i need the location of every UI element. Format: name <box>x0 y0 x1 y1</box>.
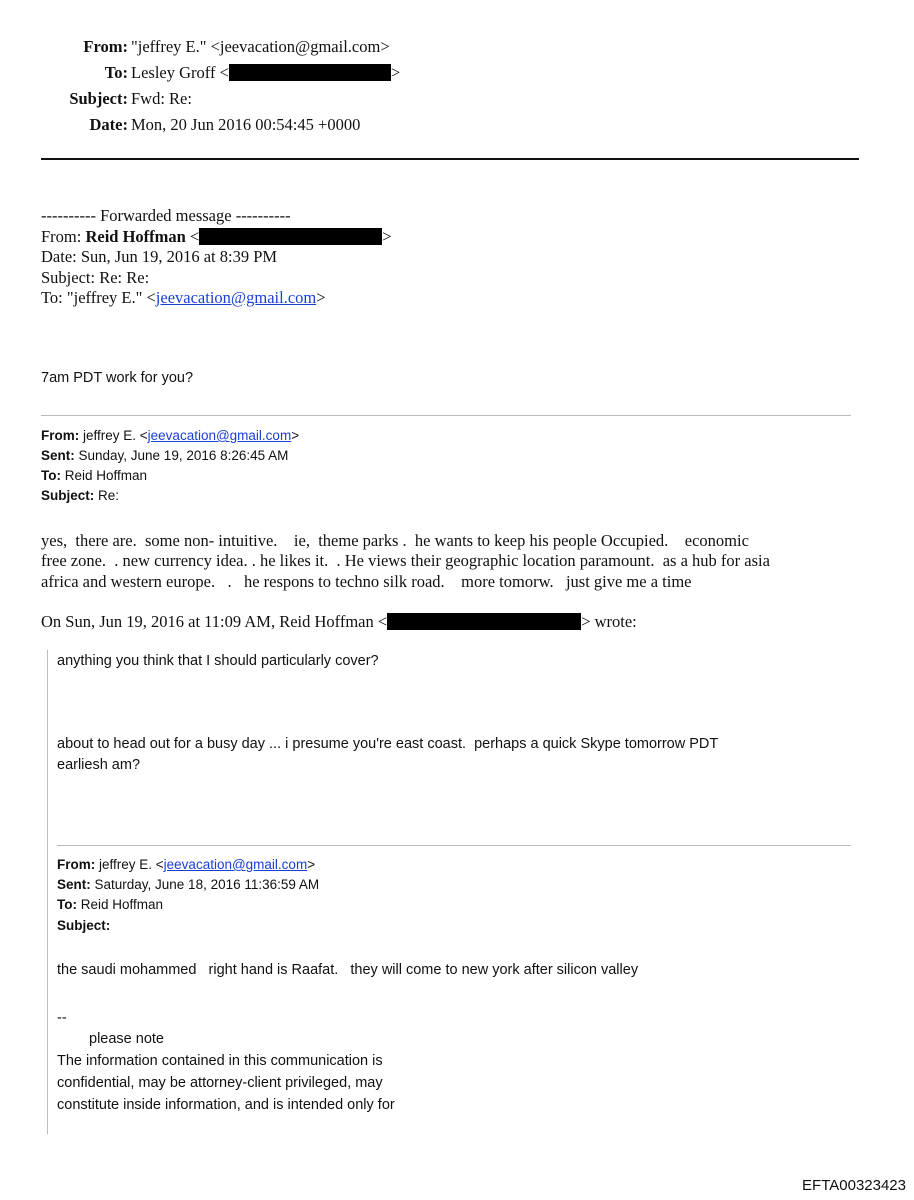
header-subject-label: Subject: <box>69 89 128 108</box>
forwarded-from-name: Reid Hoffman <box>85 227 186 246</box>
quoted1-to-label: To: <box>41 468 61 483</box>
wrote-suffix: > wrote: <box>581 612 637 631</box>
header-to-row <box>0 63 128 83</box>
signature-line: constitute inside information, and is intended only for <box>57 1097 395 1113</box>
header-from-label: From: <box>83 37 128 56</box>
quoted2-line: earliesh am? <box>57 757 141 773</box>
quoted1-sent-label: Sent: <box>41 448 75 463</box>
quoted1-body-line: africa and western europe. . he respons to techno silk road. more tomorw. just give me a time <box>41 572 692 591</box>
header-from-value: "jeffrey E." <jeevacation@gmail.com> <box>131 37 390 56</box>
quoted3-from-name: jeffrey E. < <box>95 857 164 872</box>
header-subject-value: Fwd: Re: <box>131 89 192 108</box>
forwarded-to-prefix: To: "jeffrey E." < <box>41 288 156 307</box>
quoted1-wrote-line <box>41 612 637 632</box>
quoted3-from-close: > <box>307 857 316 872</box>
signature-dash: -- <box>57 1010 67 1026</box>
quoted3-from-label: From: <box>57 857 96 872</box>
reply-body: 7am PDT work for you? <box>41 370 194 386</box>
quoted2-line: about to head out for a busy day ... i presume you're east coast. perhaps a quick Skype tomorrow PDT <box>57 736 719 752</box>
signature-note: please note <box>89 1031 164 1047</box>
forwarded-date: Date: Sun, Jun 19, 2016 at 8:39 PM <box>41 247 278 266</box>
quoted1-sent-value: Sunday, June 19, 2016 8:26:45 AM <box>74 448 289 463</box>
quoted3-from <box>57 857 315 872</box>
forwarded-from <box>41 227 392 247</box>
header-divider <box>41 158 859 160</box>
quoted1-body-line: free zone. . new currency idea. . he likes it. . He views their geographic location paramount. as a hub for asia <box>41 551 770 570</box>
header-from-row <box>0 37 128 57</box>
forwarded-banner: ---------- Forwarded message ---------- <box>41 206 291 225</box>
quoted1-from-close: > <box>291 428 300 443</box>
header-to-name: Lesley Groff < <box>131 63 229 82</box>
quoted1-to-value: Reid Hoffman <box>61 468 148 483</box>
quoted1-from-label: From: <box>41 428 80 443</box>
quoted3-to-label: To: <box>57 897 77 912</box>
quoted1-from-name: jeffrey E. < <box>79 428 148 443</box>
quoted3-subject <box>57 918 110 933</box>
quoted3-sent-label: Sent: <box>57 877 91 892</box>
forwarded-from-label: From: <box>41 227 86 246</box>
quoted3-sent <box>57 877 319 892</box>
header-to-label: To: <box>104 63 128 82</box>
forwarded-from-open: < <box>185 227 200 246</box>
quote-bar <box>47 650 48 1134</box>
quote-divider-2 <box>57 845 851 846</box>
quoted1-subject-label: Subject: <box>41 488 95 503</box>
header-subject-row <box>0 89 128 109</box>
quoted1-sent <box>41 448 288 463</box>
quoted3-email-link[interactable]: jeevacation@gmail.com <box>163 857 308 872</box>
redaction-bar <box>387 613 581 630</box>
redaction-bar <box>199 228 382 245</box>
quoted3-to <box>57 897 163 912</box>
forwarded-to <box>41 288 326 308</box>
quoted1-email-link[interactable]: jeevacation@gmail.com <box>147 428 292 443</box>
header-to-close: > <box>390 63 401 82</box>
forwarded-subject: Subject: Re: Re: <box>41 268 150 287</box>
wrote-prefix: On Sun, Jun 19, 2016 at 11:09 AM, Reid Hoffman < <box>41 612 388 631</box>
signature-line: confidential, may be attorney-client privileged, may <box>57 1075 383 1091</box>
header-date-label: Date: <box>89 115 128 134</box>
quoted1-subject <box>41 488 119 503</box>
forwarded-to-email-link[interactable]: jeevacation@gmail.com <box>155 288 317 307</box>
quoted1-body-line: yes, there are. some non- intuitive. ie, theme parks . he wants to keep his people Occupied. economic <box>41 531 749 550</box>
header-to-value <box>131 63 400 83</box>
quoted3-to-value: Reid Hoffman <box>77 897 164 912</box>
signature-line: The information contained in this communication is <box>57 1053 383 1069</box>
quoted3-subject-label: Subject: <box>57 918 111 933</box>
quote-divider-1 <box>41 415 851 416</box>
forwarded-to-suffix: > <box>316 288 326 307</box>
header-date-value: Mon, 20 Jun 2016 00:54:45 +0000 <box>131 115 361 134</box>
quoted1-from <box>41 428 299 443</box>
quoted2-line: anything you think that I should particularly cover? <box>57 653 379 669</box>
quoted1-subject-value: Re: <box>94 488 120 503</box>
quoted3-sent-value: Saturday, June 18, 2016 11:36:59 AM <box>90 877 320 892</box>
quoted3-body: the saudi mohammed right hand is Raafat. they will come to new york after silicon valley <box>57 962 639 978</box>
header-date-row <box>0 115 128 135</box>
forwarded-from-close: > <box>382 227 392 246</box>
redaction-bar <box>229 64 391 81</box>
quoted1-to <box>41 468 147 483</box>
document-id: EFTA00323423 <box>802 1177 906 1194</box>
